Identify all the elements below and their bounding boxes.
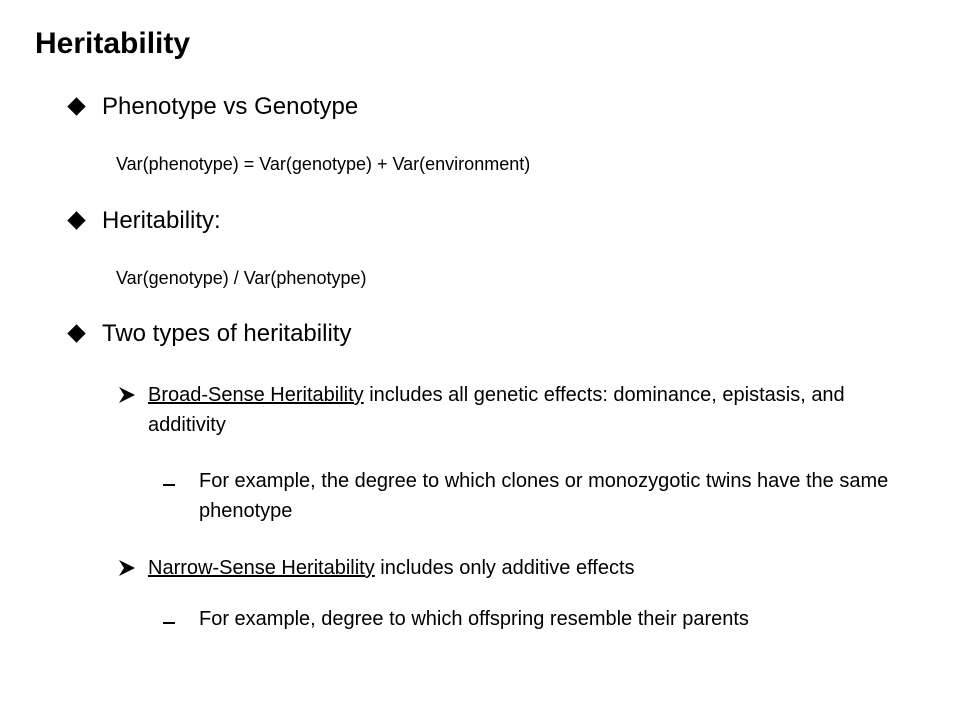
broad-sense-description: includes all genetic effects: dominance, epistasis, and additivity — [148, 384, 845, 436]
narrow-sense-example: For example, degree to which offspring resemble their parents — [199, 608, 749, 630]
broad-sense-example: For example, the degree to which clones or monozygotic twins have the same phenotype — [199, 470, 889, 522]
arrowhead-bullet-icon — [118, 386, 136, 404]
bullet-heading-phenotype-genotype: Phenotype vs Genotype — [102, 93, 359, 120]
slide-title: Heritability — [35, 27, 191, 60]
bullet-heading-heritability: Heritability: — [102, 207, 221, 234]
dash-bullet-icon — [163, 622, 175, 624]
diamond-bullet-icon — [67, 97, 85, 115]
arrowhead-bullet-icon — [118, 559, 136, 577]
bullet-heading-two-types: Two types of heritability — [102, 320, 352, 347]
dash-bullet-icon — [163, 484, 175, 486]
broad-sense-item — [148, 380, 918, 440]
narrow-sense-term: Narrow-Sense Heritability — [148, 557, 375, 579]
diamond-bullet-icon — [67, 324, 85, 342]
heritability-formula: Var(genotype) / Var(phenotype) — [116, 268, 367, 288]
narrow-sense-description: includes only additive effects — [374, 557, 635, 579]
diamond-bullet-icon — [67, 211, 85, 229]
broad-sense-term: Broad-Sense Heritability — [148, 384, 364, 406]
narrow-sense-item — [148, 553, 918, 583]
variance-formula: Var(phenotype) = Var(genotype) + Var(environment) — [116, 154, 531, 174]
